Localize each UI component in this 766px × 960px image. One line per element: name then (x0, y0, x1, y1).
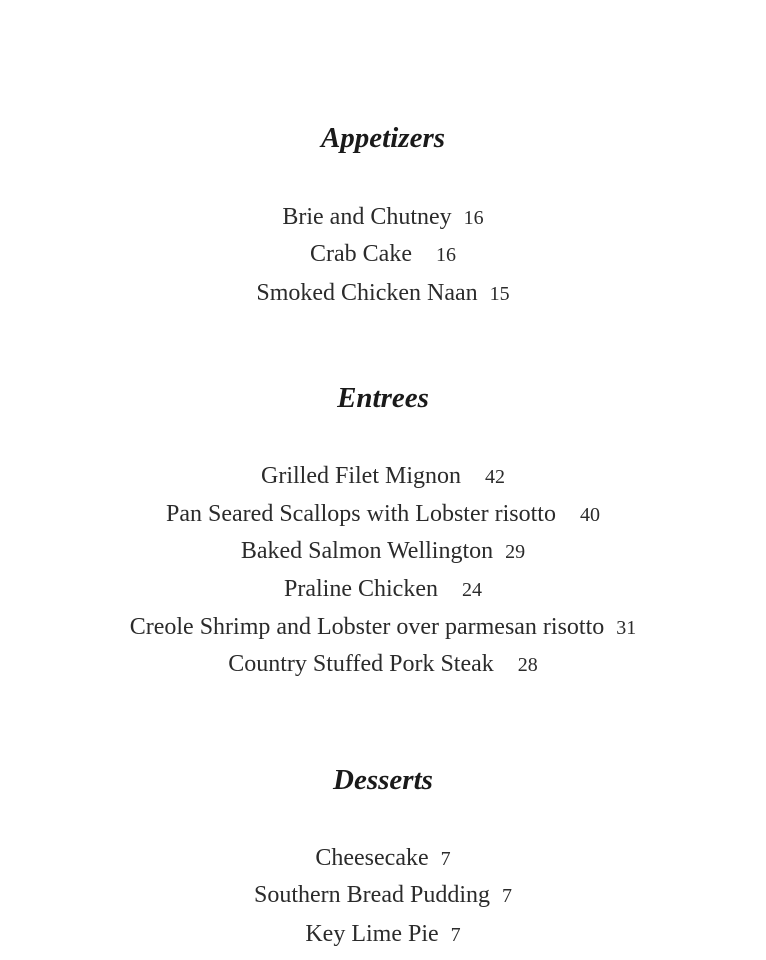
menu-item (0, 573, 766, 606)
menu-item (0, 238, 766, 271)
section-title-appetizers: Appetizers (320, 122, 446, 154)
item-price: 16 (463, 207, 484, 229)
item-price: 15 (489, 283, 510, 305)
menu-item (0, 611, 766, 644)
item-name: Creole Shrimp and Lobster over parmesan risotto (129, 614, 605, 640)
item-price: 24 (461, 579, 482, 601)
section-title-entrees: Entrees (337, 382, 429, 414)
item-name: Baked Salmon Wellington (240, 538, 494, 564)
item-price: 42 (485, 466, 505, 488)
item-price: 7 (440, 848, 451, 870)
menu-item (0, 918, 766, 951)
item-name: Southern Bread Pudding (254, 882, 490, 908)
item-price: 29 (505, 541, 526, 563)
item-name: Cheesecake (315, 845, 429, 871)
menu-item (0, 842, 766, 875)
item-name: Crab Cake (310, 241, 412, 267)
menu-item (0, 460, 766, 493)
item-price: 31 (616, 617, 637, 639)
item-name: Praline Chicken (284, 576, 438, 602)
item-name: Key Lime Pie (305, 921, 439, 947)
menu-item (0, 648, 766, 681)
menu-item (0, 535, 766, 568)
item-name: Grilled Filet Mignon (261, 463, 461, 489)
item-name: Smoked Chicken Naan (256, 280, 478, 306)
menu-item (0, 201, 766, 234)
menu-item (0, 498, 766, 531)
menu-item (0, 879, 766, 912)
item-price: 16 (435, 244, 456, 266)
item-price: 40 (579, 504, 600, 526)
item-price: 7 (450, 924, 461, 946)
item-name: Pan Seared Scallops with Lobster risotto (166, 501, 556, 527)
item-name: Country Stuffed Pork Steak (228, 651, 494, 677)
item-name: Brie and Chutney (282, 204, 452, 230)
item-price: 7 (501, 885, 512, 907)
section-title-desserts: Desserts (333, 764, 433, 796)
menu-item (0, 277, 766, 310)
item-price: 28 (517, 654, 538, 676)
